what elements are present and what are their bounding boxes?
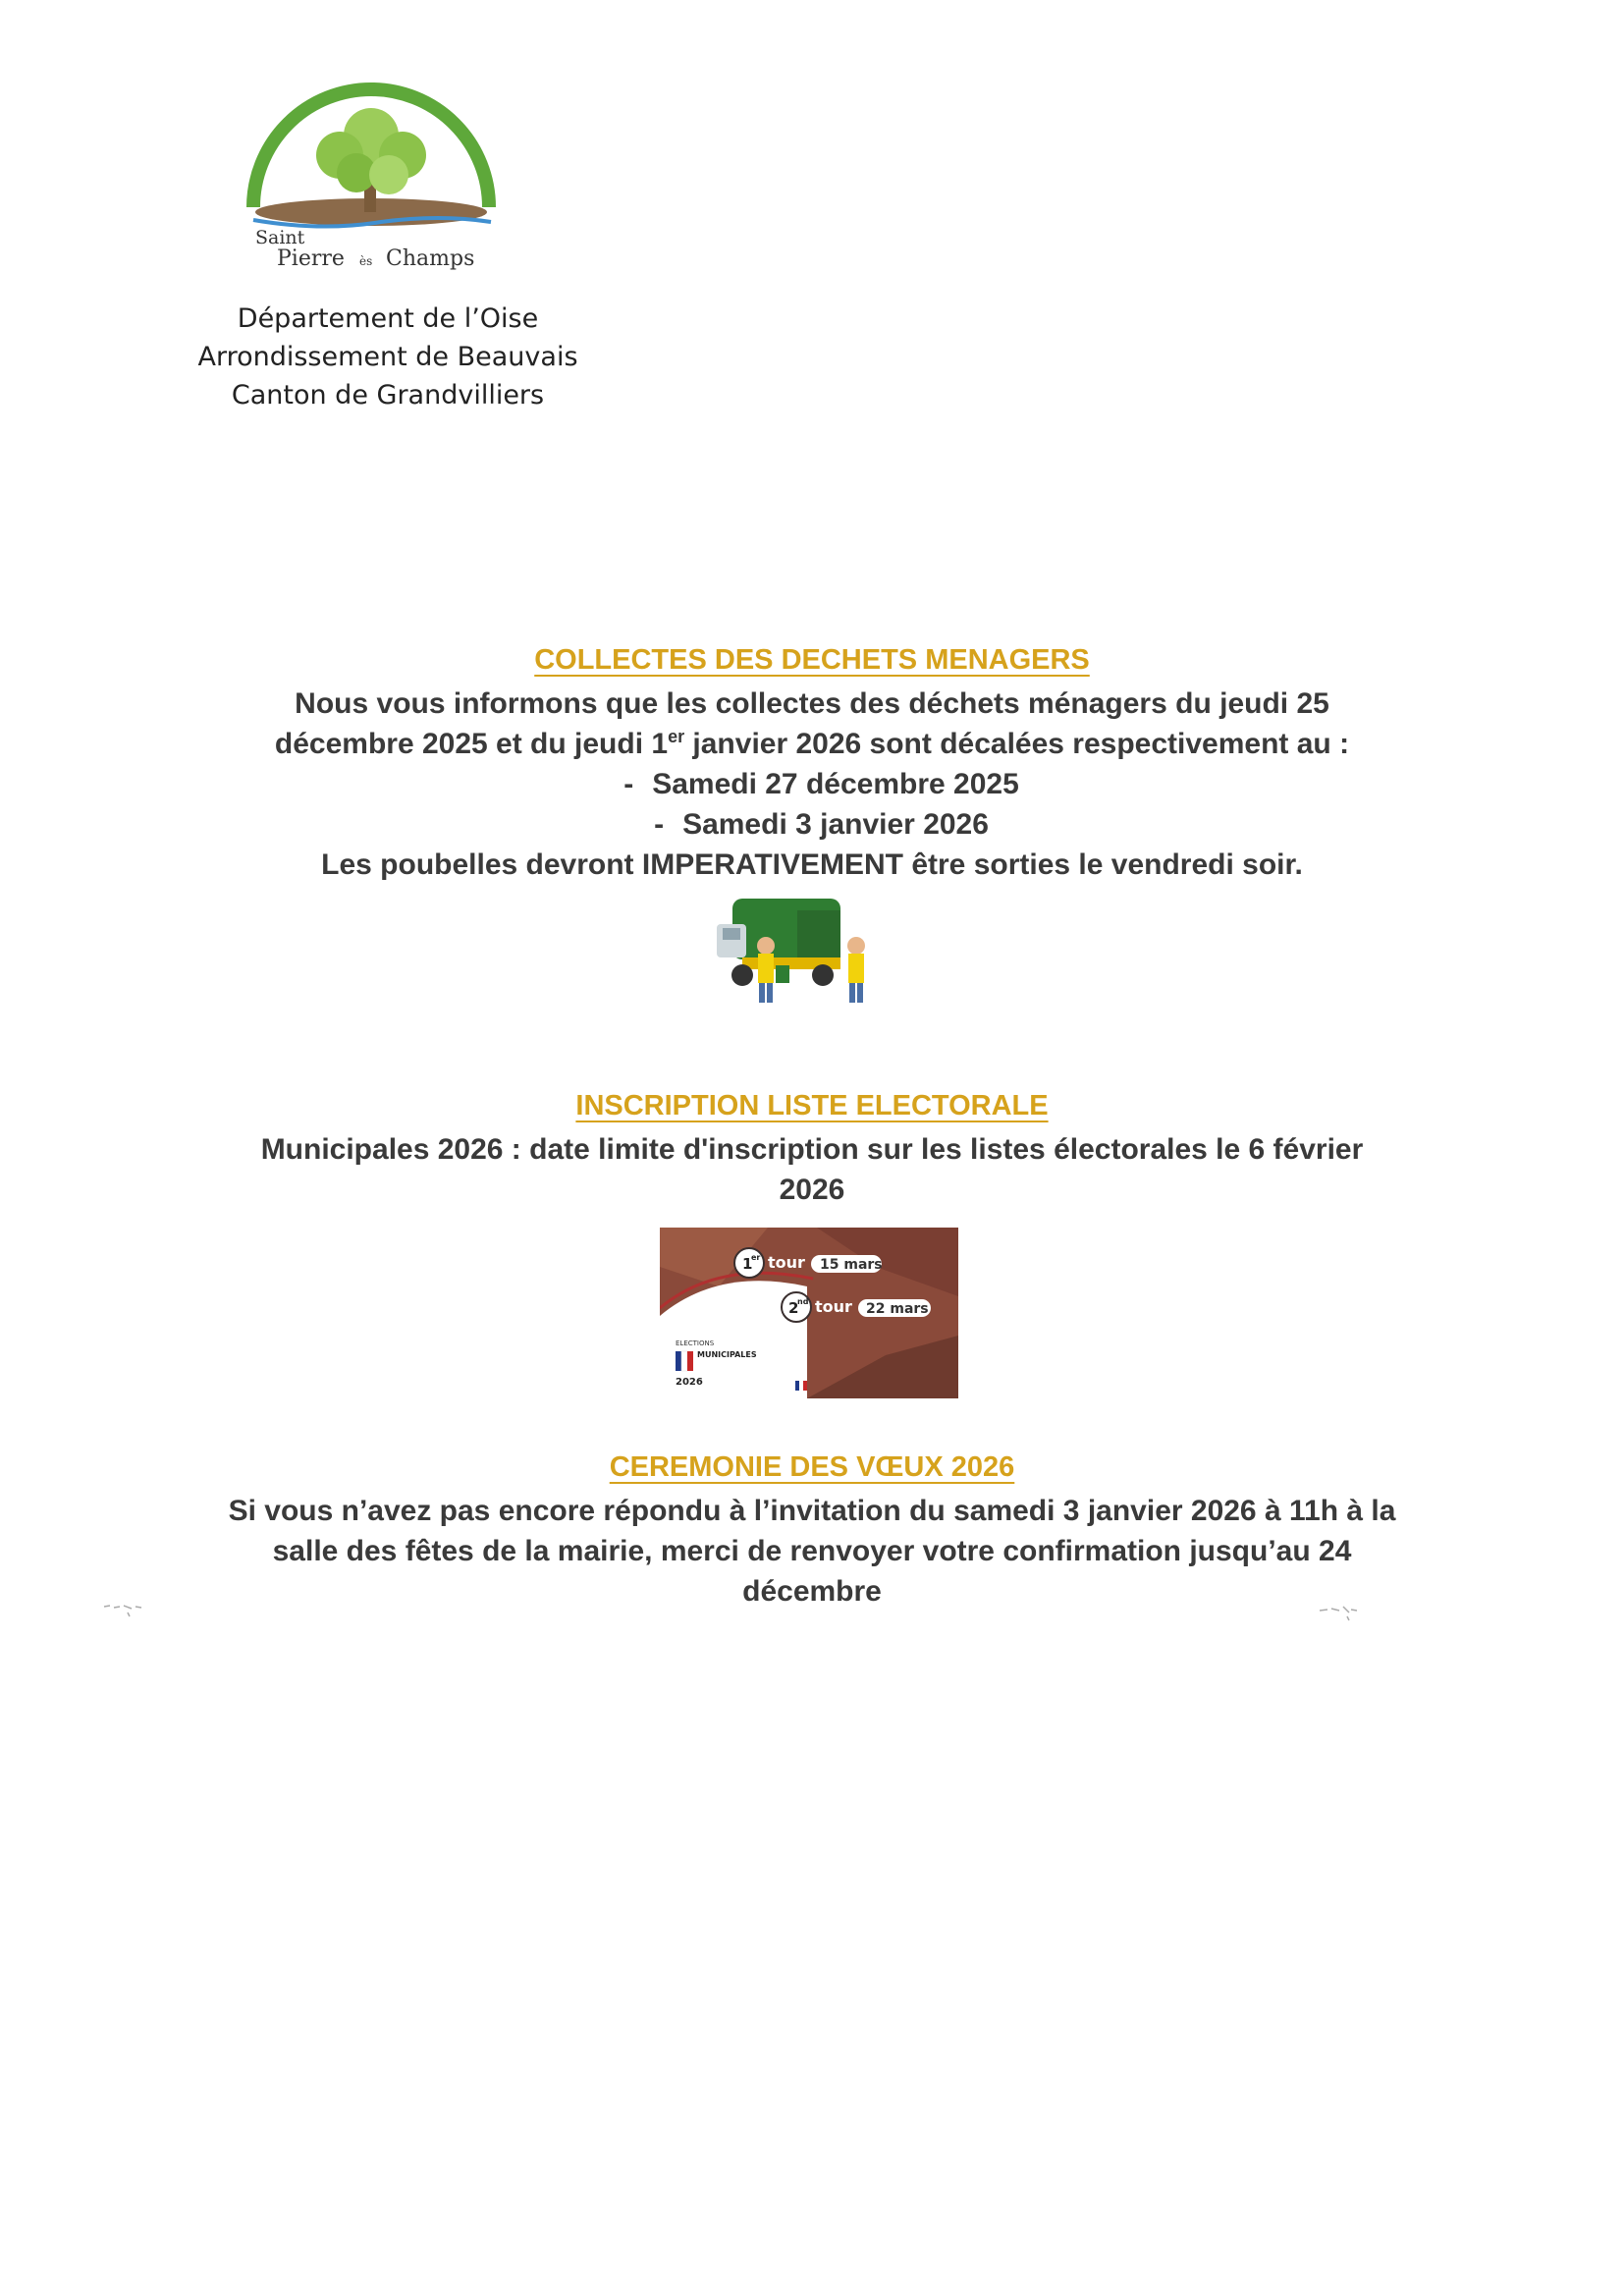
- trash-bin: [776, 965, 789, 983]
- truck-wheel: [812, 964, 834, 986]
- round-1-date: 15 mars: [820, 1257, 883, 1273]
- wishes-line-2: salle des fêtes de la mairie, merci de renvoyer votre confirmation jusqu’au 24: [272, 1535, 1352, 1567]
- municipal-elections-image: [660, 1228, 958, 1398]
- logo-text-es: ès: [359, 254, 373, 268]
- round-2-sup: nd: [797, 1297, 809, 1306]
- electoral-line-2: 2026: [779, 1174, 845, 1206]
- worker-leg: [759, 983, 765, 1003]
- elections-label-year: 2026: [676, 1377, 703, 1388]
- list-dash: -: [623, 768, 634, 800]
- waste-line-2-start: décembre 2025 et du jeudi 1: [274, 728, 669, 760]
- waste-collection-body: [147, 683, 1477, 885]
- worker-leg: [767, 983, 773, 1003]
- list-dash: -: [654, 808, 665, 841]
- waste-date-2: Samedi 3 janvier 2026: [682, 808, 989, 841]
- waste-date-1: Samedi 27 décembre 2025: [652, 768, 1019, 800]
- logo-text-pierre: Pierre: [277, 246, 345, 271]
- waste-final-emphasis: IMPERATIVEMENT: [641, 848, 903, 881]
- waste-line-final: [147, 845, 1477, 885]
- truck-hopper: [797, 910, 840, 959]
- worker-leg: [857, 983, 863, 1003]
- flag-white: [681, 1351, 687, 1371]
- garbage-truck-illustration: [713, 889, 882, 1009]
- electoral-list-body: [147, 1129, 1477, 1210]
- logo-leaf: [369, 155, 408, 194]
- small-flag-red: [803, 1381, 807, 1391]
- wishes-line-3: décembre: [742, 1575, 882, 1608]
- logo-text-champs: Champs: [386, 246, 475, 271]
- scan-speck: [1318, 1603, 1361, 1622]
- electoral-list-title: INSCRIPTION LISTE ELECTORALE: [575, 1090, 1049, 1121]
- waste-date-item-2: [147, 804, 1477, 845]
- waste-line-2-end: janvier 2026 sont décalées respectivement au :: [684, 728, 1350, 760]
- admin-line-department: Département de l’Oise: [237, 303, 539, 334]
- municipality-logo: [234, 65, 509, 281]
- small-flag-blue: [795, 1381, 799, 1391]
- waste-final-start: Les poubelles devront: [321, 848, 642, 881]
- worker-vest: [758, 954, 774, 983]
- waste-line-1: Nous vous informons que les collectes des déchets ménagers du jeudi 25: [295, 687, 1329, 720]
- waste-final-end: être sorties le vendredi soir.: [903, 848, 1303, 881]
- waste-line-2: [147, 724, 1477, 764]
- wishes-line-1: Si vous n’avez pas encore répondu à l’invitation du samedi 3 janvier 2026 à 11h à la: [228, 1495, 1396, 1527]
- worker-head: [757, 937, 775, 955]
- elections-label-small: ELECTIONS: [676, 1339, 715, 1347]
- worker-vest: [848, 954, 864, 983]
- round-1-number: 1: [742, 1255, 753, 1273]
- waste-date-item-1: [147, 764, 1477, 804]
- worker-leg: [849, 983, 855, 1003]
- round-2-number: 2: [788, 1299, 799, 1317]
- truck-window: [723, 928, 740, 940]
- round-1-label: tour: [768, 1253, 805, 1272]
- logo-text-saint: Saint: [255, 227, 305, 248]
- truck-wheel: [731, 964, 753, 986]
- wishes-ceremony-body: [147, 1491, 1477, 1612]
- waste-collection-title: COLLECTES DES DECHETS MENAGERS: [534, 644, 1090, 676]
- electoral-line-1: Municipales 2026 : date limite d'inscription sur les listes électorales le 6 février: [260, 1133, 1364, 1166]
- flag-red: [687, 1351, 693, 1371]
- small-flag-white: [799, 1381, 803, 1391]
- ordinal-superscript: er: [668, 727, 685, 746]
- round-1-sup: er: [751, 1253, 761, 1262]
- wishes-ceremony-title: CEREMONIE DES VŒUX 2026: [609, 1451, 1015, 1483]
- worker-head: [847, 937, 865, 955]
- admin-line-arrondissement: Arrondissement de Beauvais: [197, 342, 578, 372]
- elections-label-main: MUNICIPALES: [697, 1350, 757, 1359]
- flag-blue: [676, 1351, 681, 1371]
- round-2-date: 22 mars: [866, 1301, 929, 1317]
- round-2-label: tour: [815, 1297, 852, 1316]
- administrative-header: [147, 300, 628, 414]
- scan-speck: [102, 1601, 145, 1620]
- admin-line-canton: Canton de Grandvilliers: [231, 380, 545, 410]
